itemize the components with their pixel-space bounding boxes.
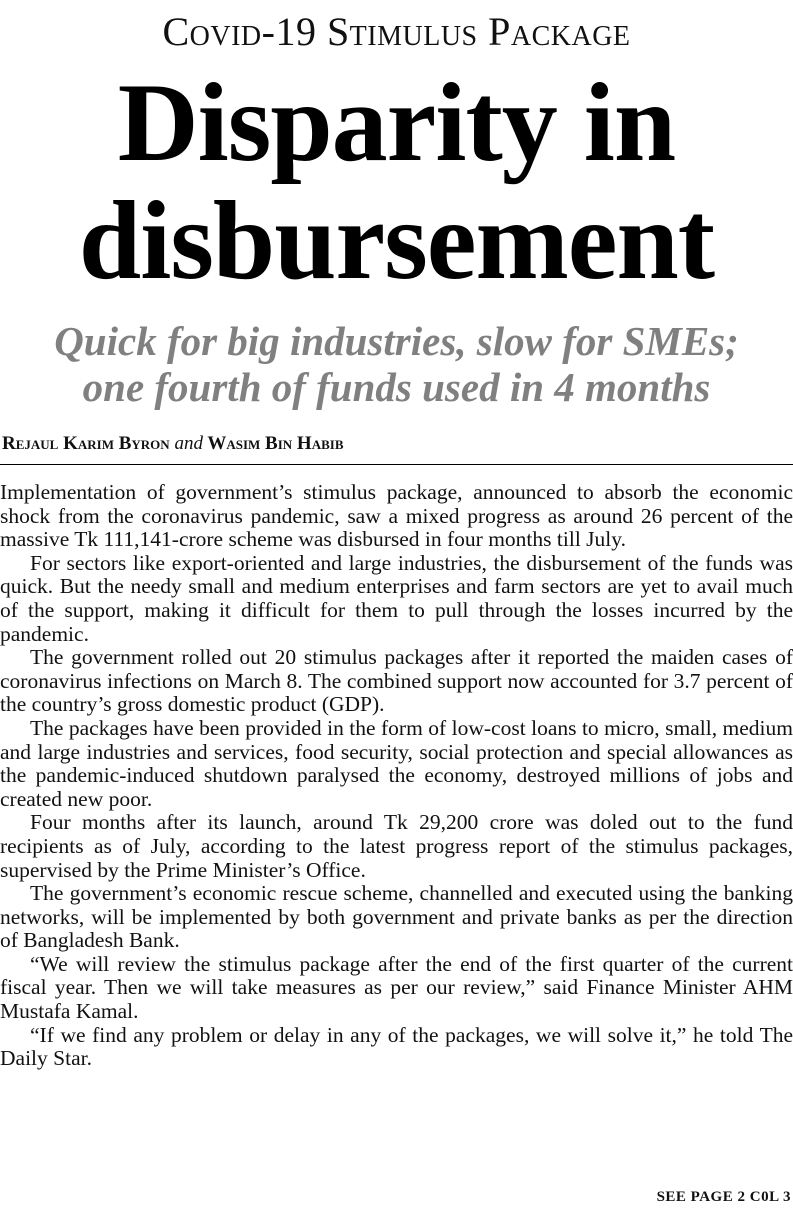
subheadline-line-2: one fourth of funds used in 4 months: [82, 364, 711, 410]
byline-divider: [0, 464, 793, 465]
byline-joiner: and: [174, 433, 203, 454]
headline-line-2: disbursement: [78, 179, 715, 303]
headline: [0, 61, 793, 303]
subheadline: [0, 318, 793, 410]
article-paragraph: Implementation of government’s stimulus package, announced to absorb the economic shock from the coronavirus pandemic, saw a mixed progress as around 26 percent of the massive Tk 111,141-crore scheme was disbursed in four months till July.: [0, 480, 793, 552]
article-paragraph: The packages have been provided in the form of low-cost loans to micro, small, medium and large industries and services, food security, social protection and special allowances as the pandemic-induced shutdown paralysed the economy, destroyed millions of jobs and created new poor.: [0, 715, 793, 811]
article-paragraph: Four months after its launch, around Tk 29,200 crore was doled out to the fund recipients as of July, according to the latest progress report of the stimulus packages, supervised by the Prime Minister’s Office.: [0, 810, 793, 882]
continued-jump-line: SEE PAGE 2 C0L 3: [656, 1189, 791, 1205]
article-paragraph: “If we find any problem or delay in any of the packages, we will solve it,” he told The Daily Star.: [0, 1022, 793, 1071]
byline-author-2: Wasim Bin Habib: [207, 433, 344, 454]
article-paragraph: The government’s economic rescue scheme, channelled and executed using the banking networks, will be implemented by both government and private banks as per the direction of Bangladesh Bank.: [0, 881, 793, 953]
article-paragraph: “We will review the stimulus package after the end of the first quarter of the current fiscal year. Then we will take measures as per our review,” said Finance Minister AHM Mustafa Kamal.: [0, 951, 793, 1024]
subheadline-line-1: Quick for big industries, slow for SMEs;: [54, 318, 739, 364]
article-body: [0, 481, 793, 1071]
article-paragraph: The government rolled out 20 stimulus packages after it reported the maiden cases of coronavirus infections on March 8. The combined support now accounted for 3.7 percent of the country’s gross domestic product (GDP).: [0, 645, 793, 717]
kicker: Covid-19 Stimulus Package: [162, 9, 631, 54]
byline-author-1: Rejaul Karim Byron: [2, 433, 170, 454]
article-paragraph: For sectors like export-oriented and large industries, the disbursement of the funds was quick. But the needy small and medium enterprises and farm sectors are yet to avail much of the support, making it difficult for them to pull through the losses incurred by the pandemic.: [0, 550, 793, 646]
headline-line-1: Disparity in: [117, 61, 676, 185]
byline: [2, 431, 344, 457]
